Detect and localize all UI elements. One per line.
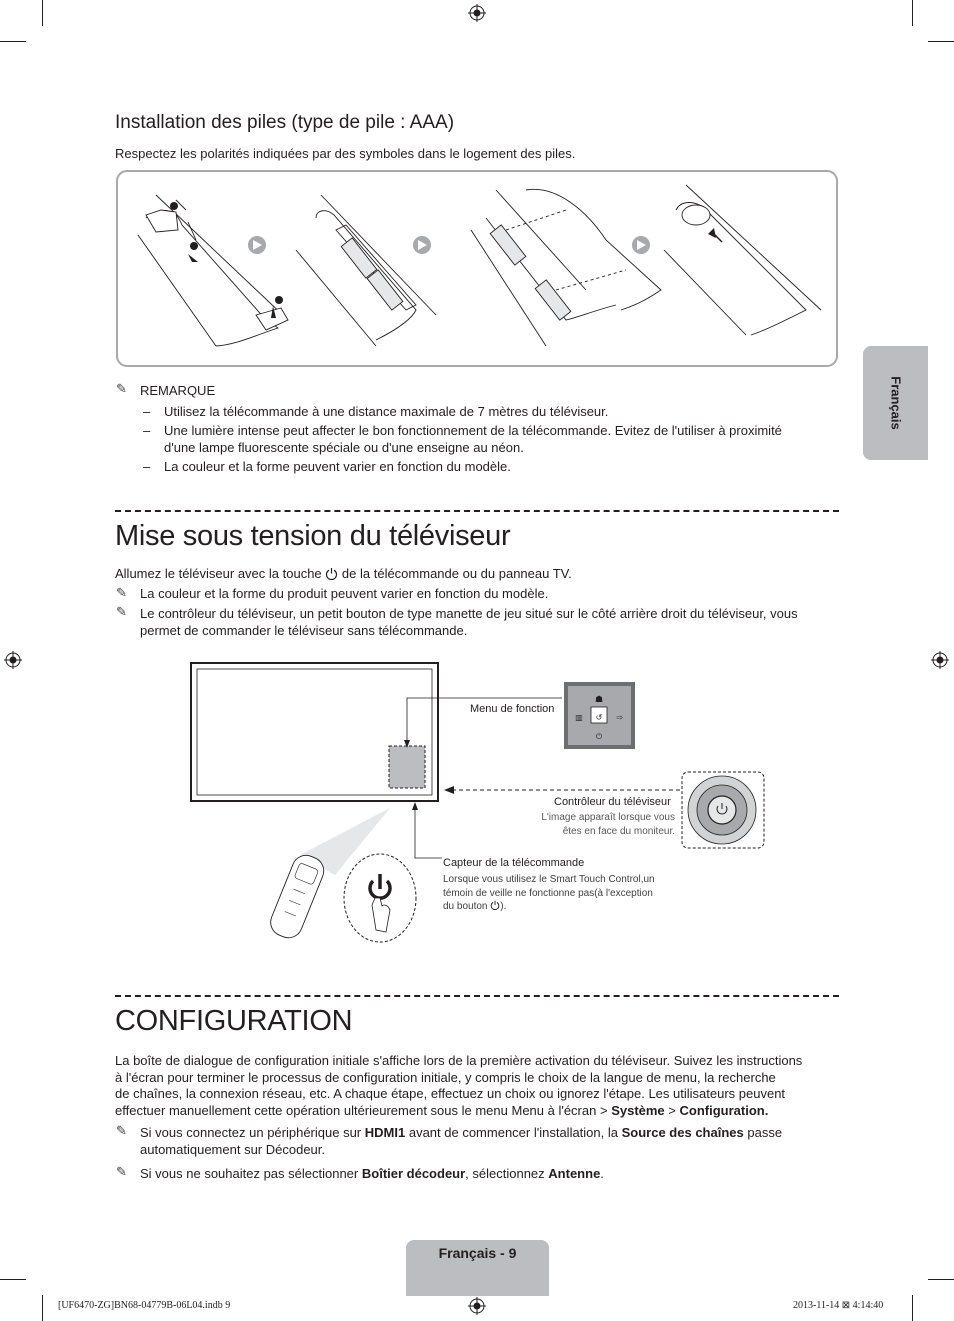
power-note: La couleur et la forme du produit peuvent varier en fonction du modèle.	[140, 586, 549, 601]
config-note: Si vous connectez un périphérique sur HDMI1 avant de commencer l'installation, la Source des chaînes passe	[140, 1125, 783, 1140]
registration-mark-icon	[4, 651, 22, 669]
list-bullet: –	[143, 423, 151, 438]
svg-text:⏻: ⏻	[595, 732, 603, 741]
crop-mark	[928, 41, 954, 42]
power-note-continued: permet de commander le téléviseur sans télécommande.	[140, 623, 468, 638]
crop-mark	[0, 1279, 26, 1280]
power-icon	[490, 900, 500, 915]
config-paragraph-line: effectuer manuellement cette opération ultérieurement sous le menu Menu à l'écran > Système > Configuration.	[115, 1103, 769, 1118]
power-intro-before: Allumez le téléviseur avec la touche	[115, 566, 322, 581]
section-separator	[115, 995, 839, 997]
tv-controller-label: Contrôleur du téléviseur	[554, 796, 671, 808]
section-separator	[115, 510, 839, 512]
config-paragraph-line: La boîte de dialogue de configuration initiale s'affiche lors de la première activation du téléviseur. Suivez les instructions	[115, 1053, 803, 1068]
power-note: Le contrôleur du téléviseur, un petit bouton de type manette de jeu situé sur le côté arrière droit du téléviseur, vous	[140, 606, 798, 621]
remark-label: REMARQUE	[140, 383, 216, 398]
config-section-title: CONFIGURATION	[115, 1005, 353, 1037]
config-paragraph-line: de chaînes, la connexion réseau, etc. A chaque étape, effectuez un choix ou ignorez l'étape. Les utilisateurs peuvent	[115, 1086, 786, 1101]
footer-file: [UF6470-ZG]BN68-04779B-06L04.indb 9	[58, 1300, 231, 1311]
remote-sensor-label: Capteur de la télécommande	[443, 857, 585, 869]
crop-mark	[928, 1279, 954, 1280]
tv-controller-desc-line: êtes en face du moniteur.	[562, 825, 675, 837]
crop-mark	[42, 1295, 43, 1321]
language-side-tab-label: Français	[888, 376, 903, 430]
crop-mark	[912, 1295, 913, 1321]
remark-item: Utilisez la télécommande à une distance maximale de 7 mètres du téléviseur.	[164, 404, 609, 419]
remote-sensor-desc-line: Lorsque vous utilisez le Smart Touch Control,un	[443, 874, 655, 885]
page-number-tab	[406, 1240, 549, 1296]
note-pencil-icon: ✎	[116, 1164, 127, 1179]
note-pencil-icon: ✎	[116, 381, 127, 396]
crop-mark	[912, 0, 913, 26]
function-menu-label: Menu de fonction	[470, 703, 555, 715]
svg-text:☗: ☗	[594, 695, 604, 705]
power-section-title: Mise sous tension du téléviseur	[115, 520, 511, 552]
list-bullet: –	[143, 459, 151, 474]
tv-controller-desc-line: L'image apparaît lorsque vous	[541, 812, 675, 823]
registration-mark-icon	[931, 651, 949, 669]
language-side-tab	[863, 346, 928, 460]
page-number: Français - 9	[438, 1245, 517, 1261]
note-pencil-icon: ✎	[116, 604, 127, 619]
power-intro	[115, 565, 572, 584]
config-note-continued: automatiquement sur Décodeur.	[140, 1142, 325, 1157]
config-note: Si vous ne souhaitez pas sélectionner Boîtier décodeur, sélectionnez Antenne.	[140, 1166, 604, 1181]
power-intro-after: de la télécommande ou du panneau TV.	[341, 566, 572, 581]
config-paragraph-line: à l'écran pour terminer le processus de configuration initiale, y compris le choix de la langue de menu, la recherche	[115, 1070, 776, 1085]
remote-sensor-desc-line: témoin de veille ne fonctionne pas(à l'exception	[443, 887, 653, 899]
battery-installation-illustration	[116, 170, 838, 367]
battery-intro: Respectez les polarités indiquées par des symboles dans le logement des piles.	[115, 146, 576, 161]
battery-heading: Installation des piles (type de pile : AAA)	[115, 112, 455, 133]
remark-item: La couleur et la forme peuvent varier en fonction du modèle.	[164, 459, 511, 474]
crop-mark	[42, 0, 43, 26]
power-icon	[325, 567, 338, 584]
remote-sensor-desc-line: du bouton ).	[443, 900, 655, 915]
remark-item: Une lumière intense peut affecter le bon fonctionnement de la télécommande. Evitez de l'utiliser à proximité	[164, 423, 782, 438]
svg-text:↺: ↺	[595, 713, 603, 722]
footer-date: 2013-11-14 ⊠ 4:14:40	[793, 1300, 884, 1311]
note-pencil-icon: ✎	[116, 585, 127, 600]
registration-mark-icon	[468, 1297, 486, 1315]
registration-mark-icon	[468, 4, 486, 22]
svg-text:⇨: ⇨	[616, 713, 624, 722]
crop-mark	[0, 41, 26, 42]
note-pencil-icon: ✎	[116, 1123, 127, 1138]
svg-text:▥: ▥	[575, 713, 583, 722]
tv-controller-desc	[500, 811, 675, 838]
list-bullet: –	[143, 404, 151, 419]
remote-sensor-desc	[443, 873, 655, 915]
remark-item-continued: d'une lampe fluorescente spéciale ou d'une enseigne au néon.	[164, 440, 524, 455]
